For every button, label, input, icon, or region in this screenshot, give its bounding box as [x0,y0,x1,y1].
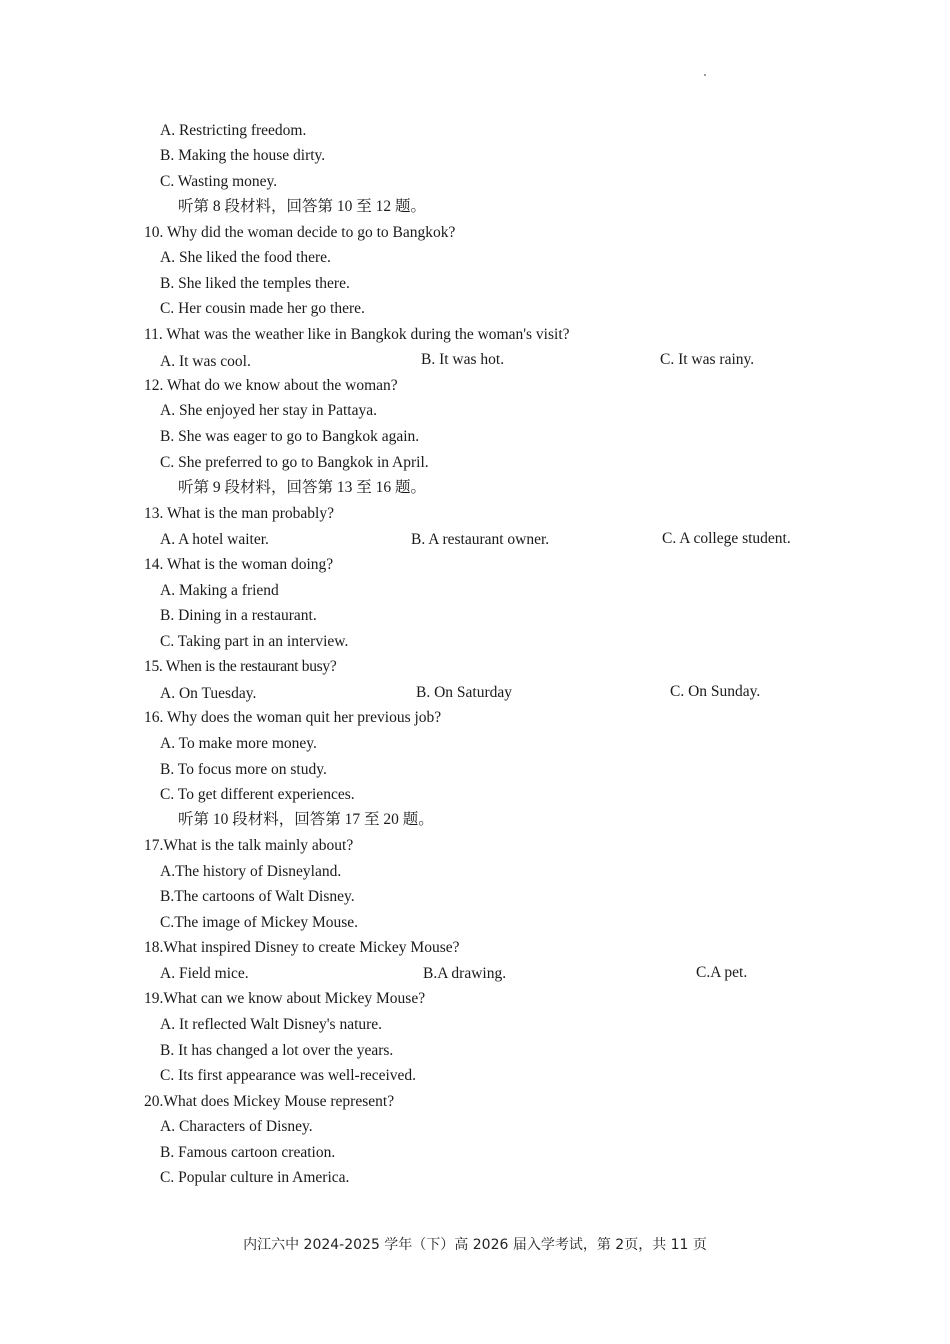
section-8-instruction: 听第 8 段材料，回答第 10 至 12 题。 [178,198,427,215]
q15-option-c[interactable]: C. On Sunday. [670,683,761,700]
q17-option-a[interactable]: A.The history of Disneyland. [160,863,342,880]
q17-text: 17.What is the talk mainly about? [144,837,354,854]
q19-option-c[interactable]: C. Its first appearance was well-received. [160,1067,417,1084]
q11-option-a[interactable]: A. It was cool. [160,353,251,370]
q19-text: 19.What can we know about Mickey Mouse? [144,990,426,1007]
q11-option-c[interactable]: C. It was rainy. [660,351,755,368]
q16-option-a[interactable]: A. To make more money. [160,735,317,752]
q19-option-a[interactable]: A. It reflected Walt Disney's nature. [160,1016,383,1033]
q11-option-b[interactable]: B. It was hot. [421,351,505,368]
q13-option-c[interactable]: C. A college student. [662,530,791,547]
q19-option-b[interactable]: B. It has changed a lot over the years. [160,1042,394,1059]
q12-text: 12. What do we know about the woman? [144,377,398,394]
q20-text: 20.What does Mickey Mouse represent? [144,1093,395,1110]
q20-option-c[interactable]: C. Popular culture in America. [160,1169,350,1186]
section-9-instruction: 听第 9 段材料，回答第 13 至 16 题。 [178,479,427,496]
q9-option-a[interactable]: A. Restricting freedom. [160,122,307,139]
q20-option-b[interactable]: B. Famous cartoon creation. [160,1144,336,1161]
q10-text: 10. Why did the woman decide to go to Bangkok? [144,224,456,241]
q20-option-a[interactable]: A. Characters of Disney. [160,1118,313,1135]
q13-option-b[interactable]: B. A restaurant owner. [411,531,550,548]
q13-text: 13. What is the man probably? [144,505,334,522]
q10-option-a[interactable]: A. She liked the food there. [160,249,331,266]
q15-text: 15. When is the restaurant busy? [144,658,337,675]
q16-option-b[interactable]: B. To focus more on study. [160,761,327,778]
q14-option-b[interactable]: B. Dining in a restaurant. [160,607,317,624]
q12-option-a[interactable]: A. She enjoyed her stay in Pattaya. [160,402,377,419]
q18-option-a[interactable]: A. Field mice. [160,965,249,982]
section-10-instruction: 听第 10 段材料，回答第 17 至 20 题。 [178,811,434,828]
q10-option-b[interactable]: B. She liked the temples there. [160,275,350,292]
q18-option-c[interactable]: C.A pet. [696,964,748,981]
q17-option-c[interactable]: C.The image of Mickey Mouse. [160,914,359,931]
q10-option-c[interactable]: C. Her cousin made her go there. [160,300,365,317]
q16-text: 16. Why does the woman quit her previous job? [144,709,442,726]
q13-option-a[interactable]: A. A hotel waiter. [160,531,269,548]
q16-option-c[interactable]: C. To get different experiences. [160,786,355,803]
q18-text: 18.What inspired Disney to create Mickey Mouse? [144,939,460,956]
q14-option-c[interactable]: C. Taking part in an interview. [160,633,349,650]
q14-text: 14. What is the woman doing? [144,556,334,573]
q12-option-b[interactable]: B. She was eager to go to Bangkok again. [160,428,420,445]
q9-option-c[interactable]: C. Wasting money. [160,173,278,190]
q11-text: 11. What was the weather like in Bangkok during the woman's visit? [144,326,570,343]
q12-option-c[interactable]: C. She preferred to go to Bangkok in April. [160,454,429,471]
scan-speck [704,74,706,76]
q18-option-b[interactable]: B.A drawing. [423,965,507,982]
q15-option-a[interactable]: A. On Tuesday. [160,685,257,702]
page-footer: 内江六中 2024-2025 学年（下）高 2026 届入学考试，第 2页，共 11 页 [243,1237,707,1253]
q9-option-b[interactable]: B. Making the house dirty. [160,147,326,164]
q14-option-a[interactable]: A. Making a friend [160,582,279,599]
q15-option-b[interactable]: B. On Saturday [416,684,513,701]
q17-option-b[interactable]: B.The cartoons of Walt Disney. [160,888,355,905]
